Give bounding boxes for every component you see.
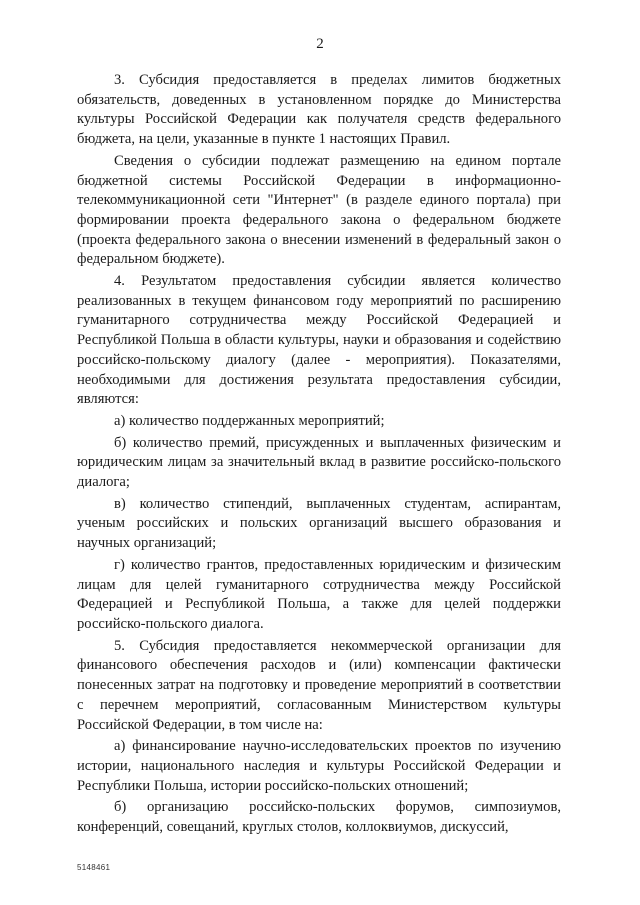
list-item-b-awards: б) количество премий, присужденных и выплаченных физическим и юридическим лицам за значительный вклад в развитие российско-польского диалога; — [77, 434, 561, 491]
document-code: 5148461 — [77, 863, 111, 872]
paragraph-4-result: 4. Результатом предоставления субсидии является количество реализованных в текущем финансовом году мероприятий по расширению гуманитарного сотрудничества между Российской Федерацией и Республикой Польша в области культуры, науки и образования и содействию российско-польскому диалогу (далее - мероприятия). Показателями, необходимыми для достижения результата предоставления субсидии, являются: — [77, 273, 561, 408]
paragraph-5-nonprofit: 5. Субсидия предоставляется некоммерческой организации для финансового обеспечения расходов и (или) компенсации фактически понесенных затрат на подготовку и проведение мероприятий в соответствии с перечнем мероприятий, согласованным Министерством культуры Российской Федерации, в том числе на: — [77, 637, 561, 733]
list-item-b-forums: б) организацию российско-польских форумов, симпозиумов, конференций, совещаний, круглых столов, коллоквиумов, дискуссий, — [77, 799, 561, 836]
list-item-v-scholarships: в) количество стипендий, выплаченных студентам, аспирантам, ученым российских и польских организаций высшего образования и научных организаций; — [77, 495, 561, 552]
list-item-g-grants: г) количество грантов, предоставленных юридическим и физическим лицам для целей гуманитарного сотрудничества между Российской Федерацией и Республикой Польша, а также для целей поддержки российско-польского диалога. — [77, 556, 561, 632]
list-item-a-research: а) финансирование научно-исследовательских проектов по изучению истории, национального наследия и культуры Российской Федерации и Республики Польша, истории российско-польских отношений; — [77, 738, 561, 794]
paragraph-subsidy-publication: Сведения о субсидии подлежат размещению на едином портале бюджетной системы Российской Федерации в информационно-телекоммуникационной сети "Интернет" (в разделе единого портала) при формировании проекта федерального закона о федеральном бюджете (проекта федерального закона о внесении изменений в федеральный закон о федеральном бюджете). — [77, 152, 561, 268]
document-body — [77, 71, 561, 840]
paragraph-3-subsidy-limits: 3. Субсидия предоставляется в пределах лимитов бюджетных обязательств, доведенных в установленном порядке до Министерства культуры Российской Федерации как получателя средств федерального бюджета, на цели, указанные в пункте 1 настоящих Правил. — [77, 72, 561, 148]
list-item-a-events: а) количество поддержанных мероприятий; — [114, 412, 385, 429]
page-number: 2 — [316, 36, 324, 52]
